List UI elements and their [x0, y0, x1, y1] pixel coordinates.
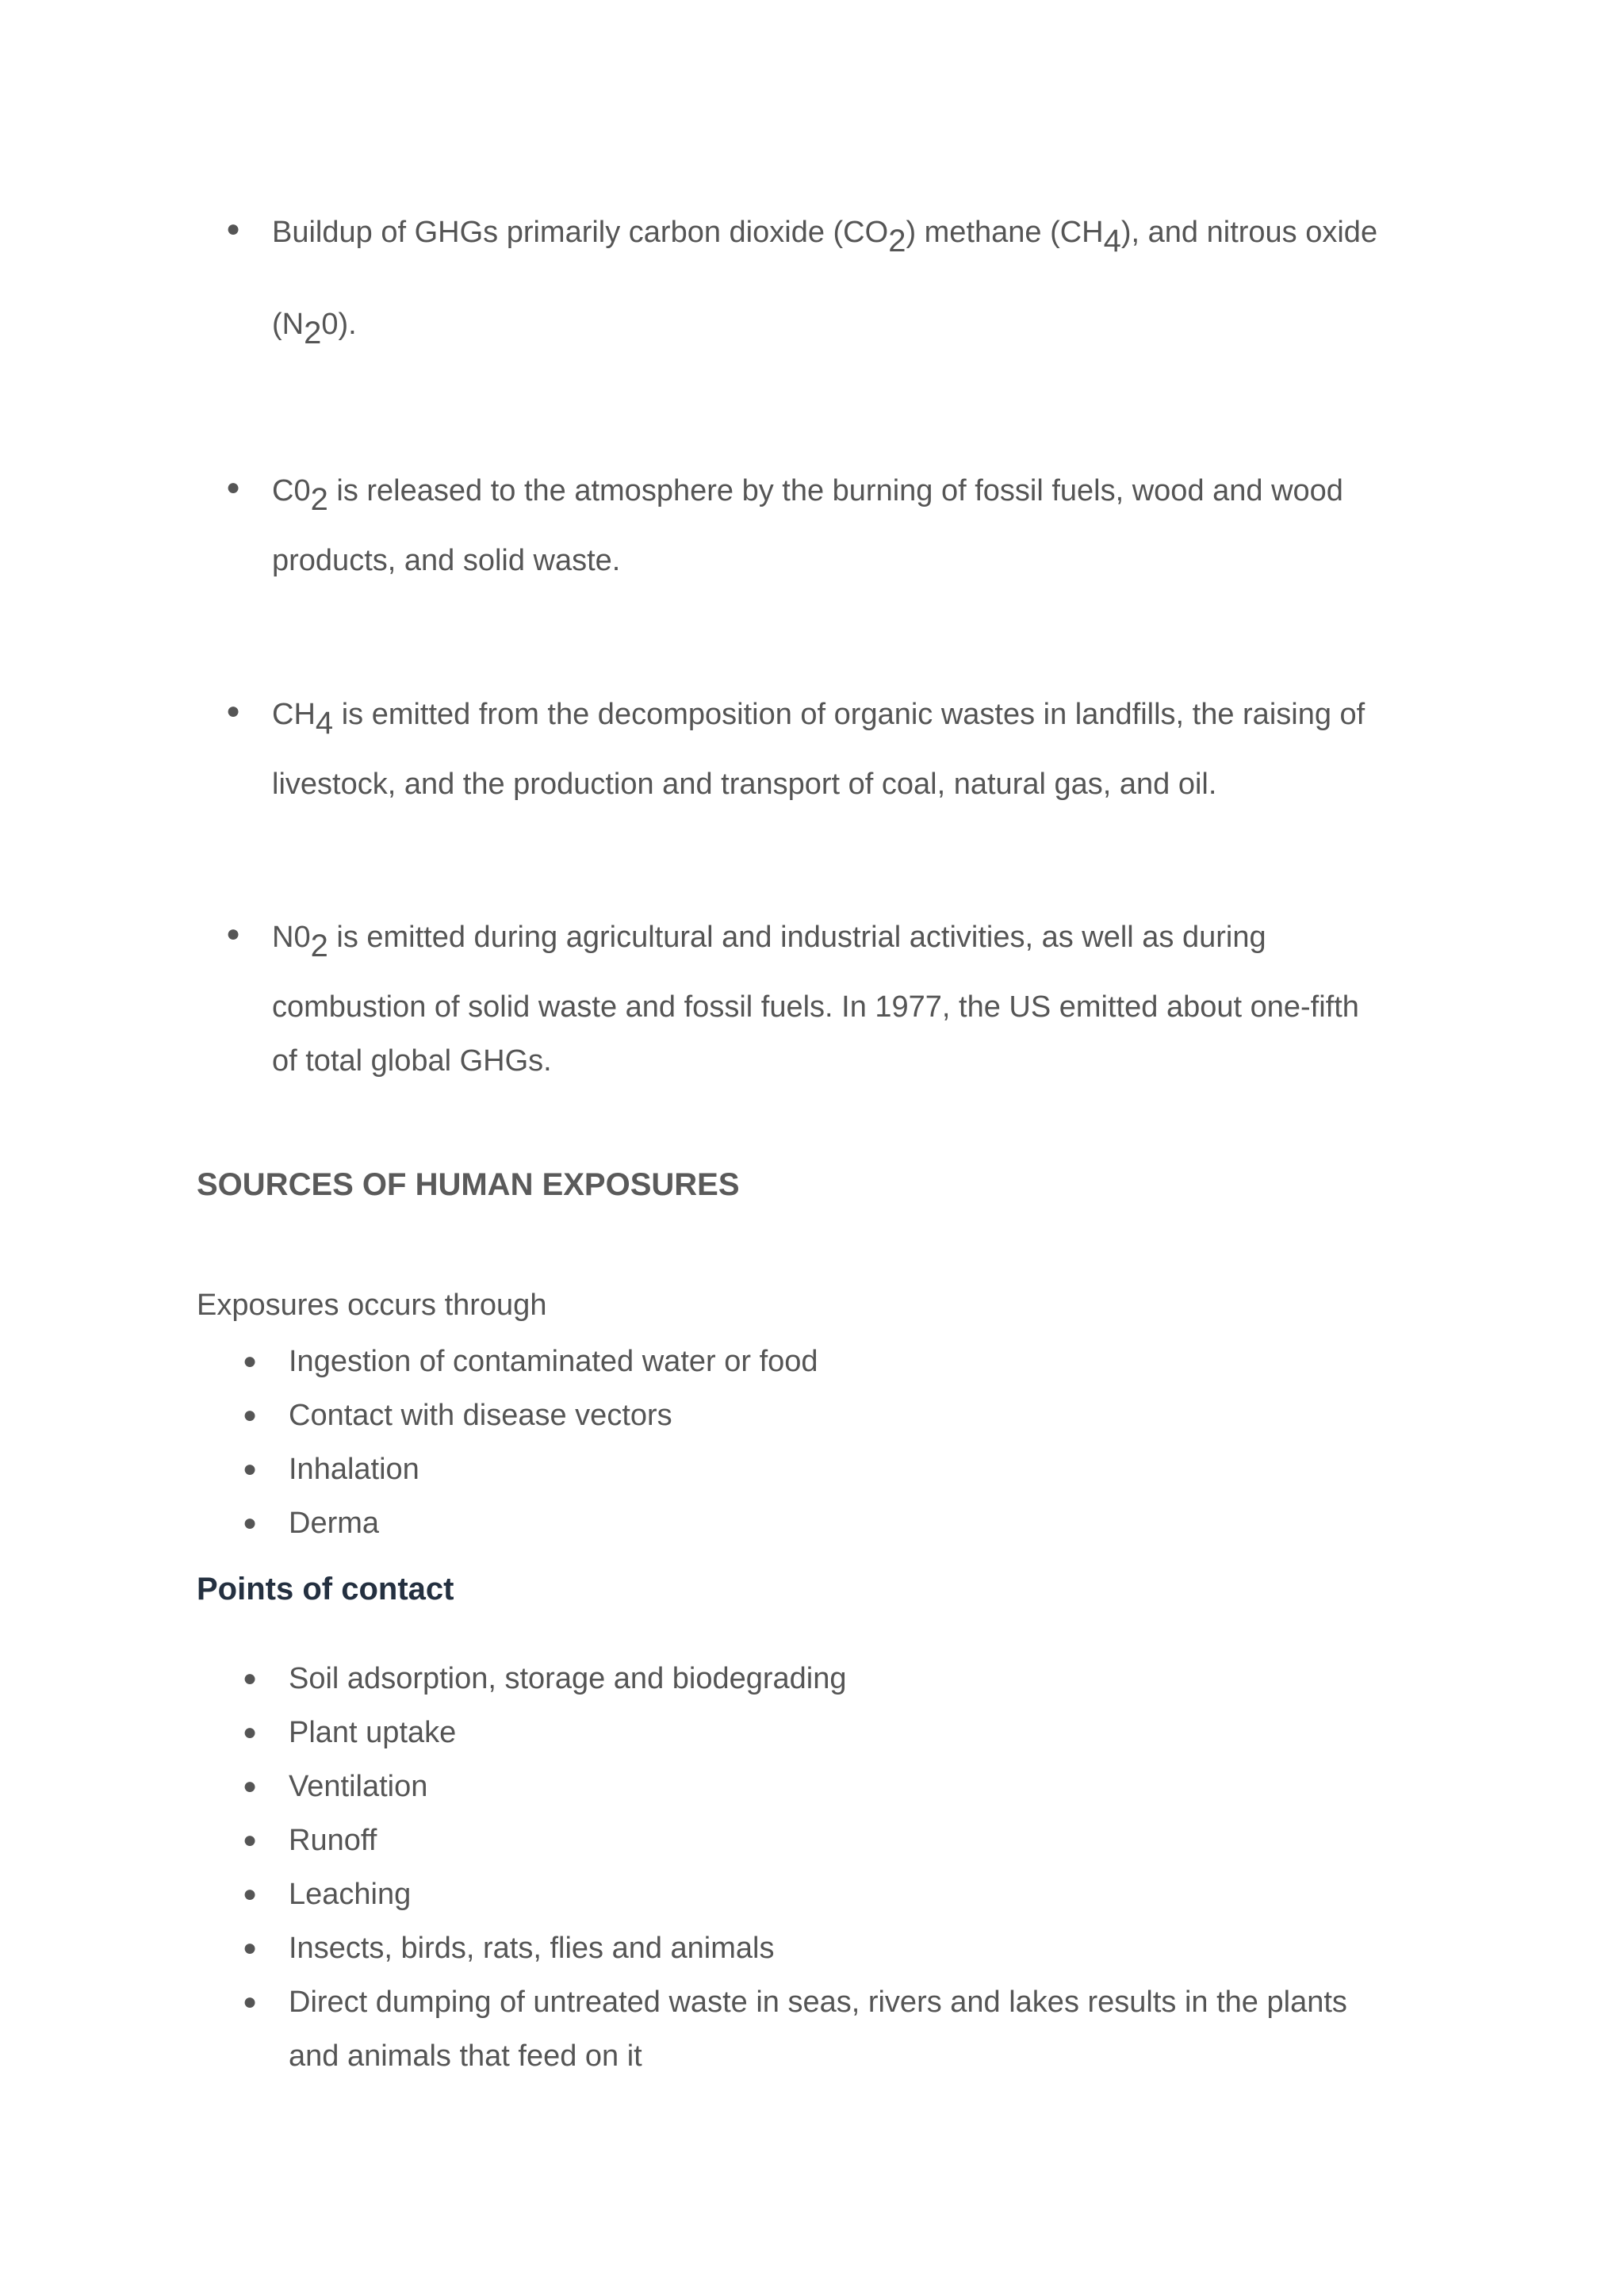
- bullet-icon: ●: [226, 474, 241, 500]
- text-line: Buildup of GHGs primarily carbon dioxide (CO2) methane (CH4), and nitrous oxide: [272, 216, 1378, 259]
- sources-heading: SOURCES OF HUMAN EXPOSURES: [197, 1167, 740, 1202]
- text-line: N02 is emitted during agricultural and industrial activities, as well as during: [272, 921, 1266, 963]
- bullet-icon: ●: [226, 698, 241, 724]
- contact-list: [243, 1652, 1347, 2083]
- text-line: CH4 is emitted from the decomposition of organic wastes in landfills, the raising of: [272, 698, 1365, 741]
- bullet-icon: ●: [243, 1881, 258, 1907]
- list-item: ● Runoff: [289, 1813, 1347, 1867]
- bullet-icon: ●: [243, 1456, 258, 1482]
- list-item: ● Inhalation: [289, 1442, 818, 1496]
- list-item: ● Leaching: [289, 1867, 1347, 1921]
- list-item: ● Ingestion of contaminated water or food: [289, 1335, 818, 1388]
- list-item: ● Insects, birds, rats, flies and animals: [289, 1921, 1347, 1975]
- ghg-bullet-buildup: [226, 216, 1446, 350]
- bullet-icon: ●: [243, 1935, 258, 1961]
- contact-heading: Points of contact: [197, 1572, 454, 1607]
- ghg-bullet-n02: [226, 921, 1446, 1078]
- ghg-bullet-co2: [226, 474, 1446, 578]
- bullet-icon: ●: [226, 216, 241, 242]
- bullet-icon: ●: [243, 1402, 258, 1428]
- bullet-icon: ●: [243, 1989, 258, 2015]
- list-item: ● Plant uptake: [289, 1706, 1347, 1760]
- text-line: products, and solid waste.: [272, 544, 621, 577]
- bullet-icon: ●: [243, 1773, 258, 1799]
- bullet-icon: ●: [243, 1719, 258, 1745]
- list-item: ● Ventilation: [289, 1760, 1347, 1813]
- exposure-list: [243, 1335, 818, 1550]
- list-item: ● Direct dumping of untreated waste in seas, rivers and lakes results in the plants and animals that feed on it: [289, 1975, 1347, 2083]
- text-line: (N20).: [272, 308, 357, 350]
- list-item: ● Derma: [289, 1496, 818, 1550]
- text-line: livestock, and the production and transport of coal, natural gas, and oil.: [272, 768, 1217, 801]
- bullet-icon: ●: [243, 1510, 258, 1536]
- list-item: ● Contact with disease vectors: [289, 1388, 818, 1442]
- exposures-intro: Exposures occurs through: [197, 1289, 547, 1322]
- text-line: of total global GHGs.: [272, 1044, 552, 1078]
- list-item: ● Soil adsorption, storage and biodegrading: [289, 1652, 1347, 1706]
- bullet-icon: ●: [243, 1665, 258, 1691]
- bullet-icon: ●: [243, 1827, 258, 1853]
- text-line: C02 is released to the atmosphere by the burning of fossil fuels, wood and wood: [272, 474, 1343, 517]
- ghg-bullet-ch4: [226, 698, 1446, 802]
- bullet-icon: ●: [243, 1348, 258, 1374]
- bullet-icon: ●: [226, 921, 241, 947]
- text-line: combustion of solid waste and fossil fuels. In 1977, the US emitted about one-fifth: [272, 990, 1359, 1024]
